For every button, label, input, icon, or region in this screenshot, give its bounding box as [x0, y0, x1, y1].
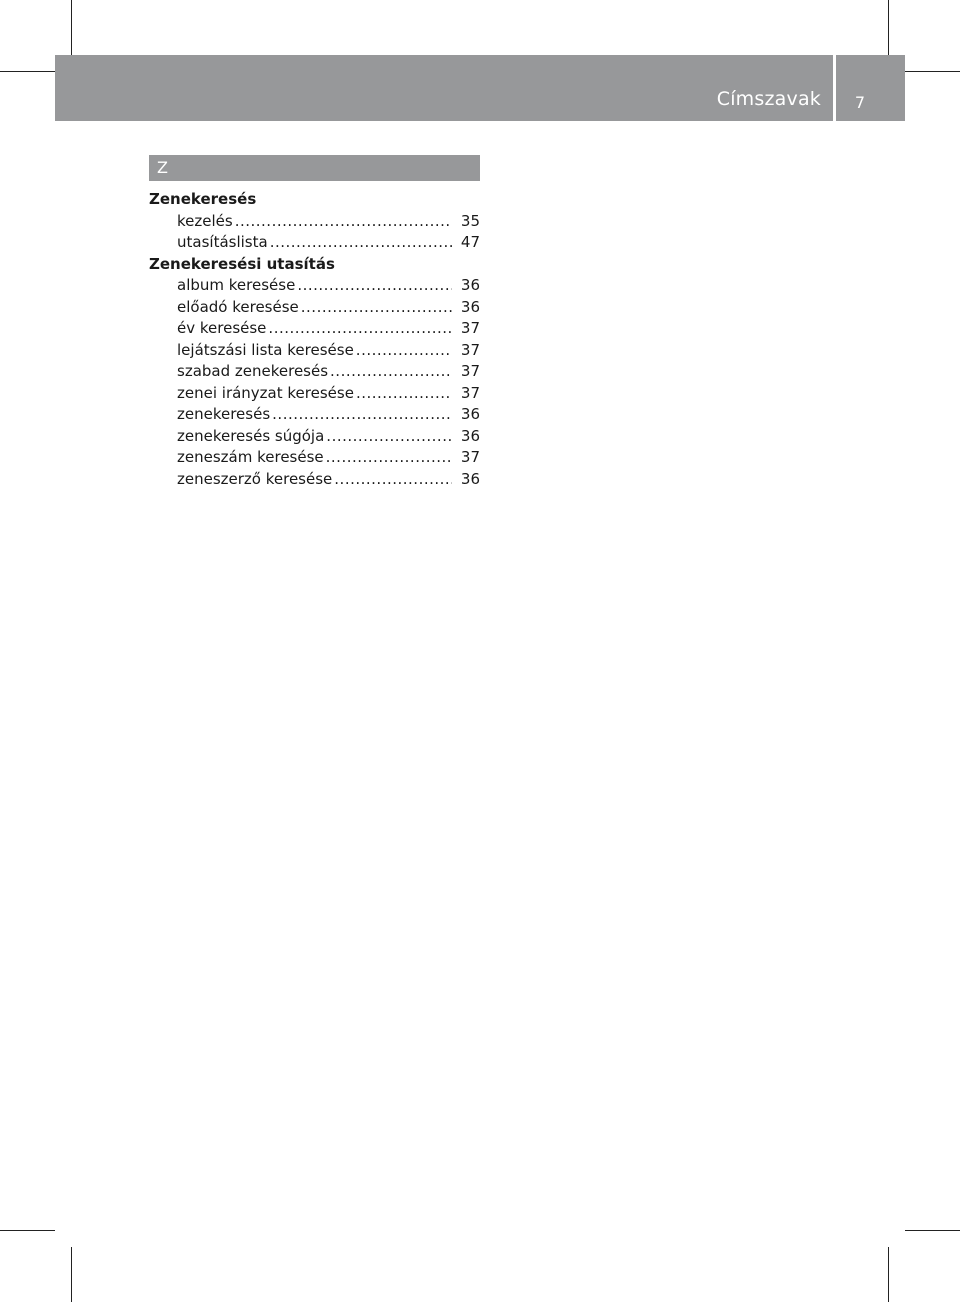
entry-label: zenekeresés: [177, 405, 271, 423]
index-entry[interactable]: [149, 404, 480, 426]
crop-mark-top-left-h: [0, 71, 55, 72]
page-number: 7: [854, 93, 866, 112]
entry-label: utasításlista: [177, 233, 268, 251]
entry-page: 37: [460, 319, 480, 337]
page-title: Címszavak: [716, 88, 821, 110]
index-entry[interactable]: [149, 275, 480, 297]
entry-label: kezelés: [177, 211, 233, 230]
entry-page: 36: [460, 469, 480, 488]
crop-mark-bottom-right-v: [888, 1247, 889, 1302]
index-entry[interactable]: [149, 426, 480, 448]
crop-mark-top-left-v: [71, 0, 72, 55]
section-letter-bar: [149, 155, 480, 181]
entry-label: előadó keresése: [177, 297, 299, 316]
index-heading: Zenekeresési utasítás: [149, 254, 335, 273]
crop-mark-top-right-h: [905, 71, 960, 72]
entry-label: zenei irányzat keresése: [177, 383, 354, 402]
dot-leader: [235, 211, 452, 233]
entry-page: 37: [460, 383, 480, 402]
entry-label: zeneszám keresése: [177, 448, 324, 466]
entry-page: 37: [460, 362, 480, 380]
dot-leader: [301, 297, 452, 319]
entry-label: szabad zenekeresés: [177, 362, 329, 380]
entry-label: lejátszási lista keresése: [177, 340, 354, 359]
dot-leader: [330, 361, 452, 383]
entry-page: 35: [460, 211, 480, 230]
index-list: [149, 189, 480, 490]
dot-leader: [356, 383, 452, 405]
entry-page: 37: [460, 340, 480, 359]
entry-page: 36: [460, 276, 480, 294]
entry-label: zeneszerző keresése: [177, 469, 333, 488]
dot-leader: [356, 340, 452, 362]
dot-leader: [272, 404, 452, 426]
dot-leader: [326, 426, 452, 448]
crop-mark-bottom-left-v: [71, 1247, 72, 1302]
crop-mark-bottom-left-h: [0, 1230, 55, 1231]
entry-page: 36: [460, 405, 480, 423]
entry-page: 36: [460, 426, 480, 445]
index-entry[interactable]: [149, 297, 480, 319]
index-entry[interactable]: [149, 340, 480, 362]
index-entry[interactable]: [149, 232, 480, 254]
dot-leader: [334, 469, 452, 491]
entry-label: album keresése: [177, 276, 296, 294]
crop-mark-bottom-right-h: [905, 1230, 960, 1231]
header-band: [55, 55, 833, 121]
index-entry[interactable]: [149, 318, 480, 340]
crop-mark-top-right-v: [888, 0, 889, 55]
entry-page: 37: [460, 448, 480, 466]
page-number-box: [836, 55, 905, 121]
entry-label: év keresése: [177, 319, 267, 337]
entry-label: zenekeresés súgója: [177, 426, 325, 445]
dot-leader: [297, 275, 452, 297]
index-entry[interactable]: [149, 383, 480, 405]
dot-leader: [326, 447, 452, 469]
entry-page: 36: [460, 297, 480, 316]
index-entry[interactable]: [149, 211, 480, 233]
dot-leader: [268, 318, 452, 340]
index-entry[interactable]: [149, 361, 480, 383]
entry-page: 47: [460, 233, 480, 251]
section-letter: Z: [157, 158, 168, 177]
index-heading: Zenekeresés: [149, 190, 257, 208]
dot-leader: [270, 232, 452, 254]
index-entry[interactable]: [149, 447, 480, 469]
index-entry[interactable]: [149, 469, 480, 491]
